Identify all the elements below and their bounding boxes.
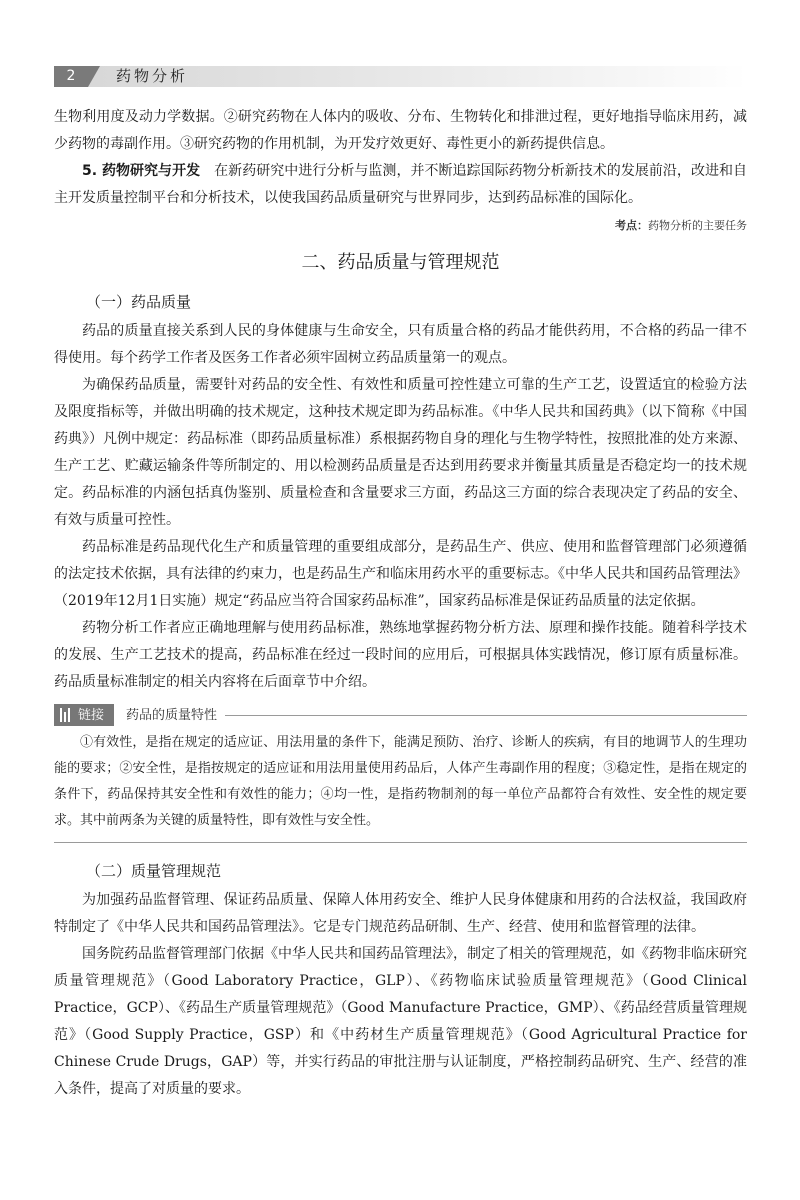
section-title: 二、药品质量与管理规范: [301, 252, 500, 273]
item-5-label: 5. 药物研究与开发: [82, 163, 201, 179]
link-label-badge: [54, 704, 114, 726]
divider: [225, 715, 747, 716]
link-box-header: [54, 704, 747, 726]
kaodian-text: 药物分析的主要任务: [648, 219, 747, 232]
paragraph: 生物利用度及动力学数据。②研究药物在人体内的吸收、分布、生物转化和排泄过程，更好地指导临床用药，减少药物的毒副作用。③研究药物的作用机制，为开发疗效更好、毒性更小的新药提供信息。: [54, 109, 747, 152]
paragraph: 为确保药品质量，需要针对药品的安全性、有效性和质量可控性建立可靠的生产工艺，设置适宜的检验方法及限度指标等，并做出明确的技术规定，这种技术规定即为药品标准。《中华人民共和国药典》（以下简称《中国药典》）凡例中规定：药品标准（即药品质量标准）系根据药物自身的理化与生物学特性，按照批准的处方来源、生产工艺、贮藏运输条件等所制定的、用以检测药品质量是否达到用药要求并衡量其质量是否稳定均一的技术规定。药品标准的内涵包括真伪鉴别、质量检查和含量要求三方面，药品这三方面的综合表现决定了药品的安全、有效与质量可控性。: [54, 377, 747, 528]
subsection-title-management: （二）质量管理规范: [86, 862, 222, 880]
link-label: 链接: [78, 707, 105, 723]
kaodian-label: 考点：: [615, 219, 648, 232]
page-header: [54, 66, 747, 87]
link-box-text: ①有效性，是指在规定的适应证、用法用量的条件下，能满足预防、治疗、诊断人的疾病，有目的地调节人的生理功能的要求；②安全性，是指按规定的适应证和用法用量使用药品后，人体产生毒副作用的程度；③稳定性，是指在规定的条件下，药品保持其安全性和有效性的能力；④均一性，是指药物制剂的每一单位产品都符合有效性、安全性的规定要求。其中前两条为关键的质量特性，即有效性与安全性。: [54, 730, 747, 843]
kaodian-note: [54, 216, 747, 236]
paragraph: 药物分析工作者应正确地理解与使用药品标准，熟练地掌握药物分析方法、原理和操作技能。随着科学技术的发展、生产工艺技术的提高，药品标准在经过一段时间的应用后，可根据具体实践情况，修订原有质量标准。药品质量标准制定的相关内容将在后面章节中介绍。: [54, 620, 747, 690]
book-title: 药物分析: [116, 67, 189, 85]
page-number: 2: [54, 66, 88, 87]
paragraph: 药品的质量直接关系到人民的身体健康与生命安全，只有质量合格的药品才能供药用，不合格的药品一律不得使用。每个药学工作者及医务工作者必须牢固树立药品质量第一的观点。: [54, 323, 747, 366]
link-box-title: 药品的质量特性: [126, 707, 218, 723]
paragraph: 为加强药品监督管理、保证药品质量、保障人体用药安全、维护人民身体健康和用药的合法权益，我国政府特制定了《中华人民共和国药品管理法》。它是专门规范药品研制、生产、经营、使用和监督管理的法律。: [54, 892, 747, 935]
paragraph: 药品标准是药品现代化生产和质量管理的重要组成部分，是药品生产、供应、使用和监督管理部门必须遵循的法定技术依据，具有法律的约束力，也是药品生产和临床用药水平的重要标志。《中华人民共和国药品管理法》（2019年12月1日实施）规定“药品应当符合国家药品标准”，国家药品标准是保证药品质量的法定依据。: [54, 539, 747, 609]
page-content: [54, 104, 747, 1103]
item-5: [54, 158, 747, 212]
link-box: [54, 704, 747, 843]
bars-icon: [60, 708, 72, 722]
item-5-text: 在新药研究中进行分析与监测，并不断追踪国际药物分析新技术的发展前沿，改进和自主开发质量控制平台和分析技术，以使我国药品质量研究与世界同步，达到药品标准的国际化。: [54, 163, 748, 206]
subsection-title-quality: （一）药品质量: [86, 293, 192, 311]
paragraph: 国务院药品监督管理部门依据《中华人民共和国药品管理法》，制定了相关的管理规范，如《药物非临床研究质量管理规范》（Good Laboratory Practice，GLP）、《药物临床试验质量管理规范》（Good Clinical Practice，GCP）、《药品生产质量管理规范》（Good Manufacture Practice，GMP）、《药品经营质量管理规范》（Good Supply Practice，GSP）和《中药材生产质量管理规范》（Good Agricultural Practice for Chinese Crude Drugs，GAP）等，并实行药品的审批注册与认证制度，严格控制药品研究、生产、经营的准入条件，提高了对质量的要求。: [54, 946, 747, 1097]
